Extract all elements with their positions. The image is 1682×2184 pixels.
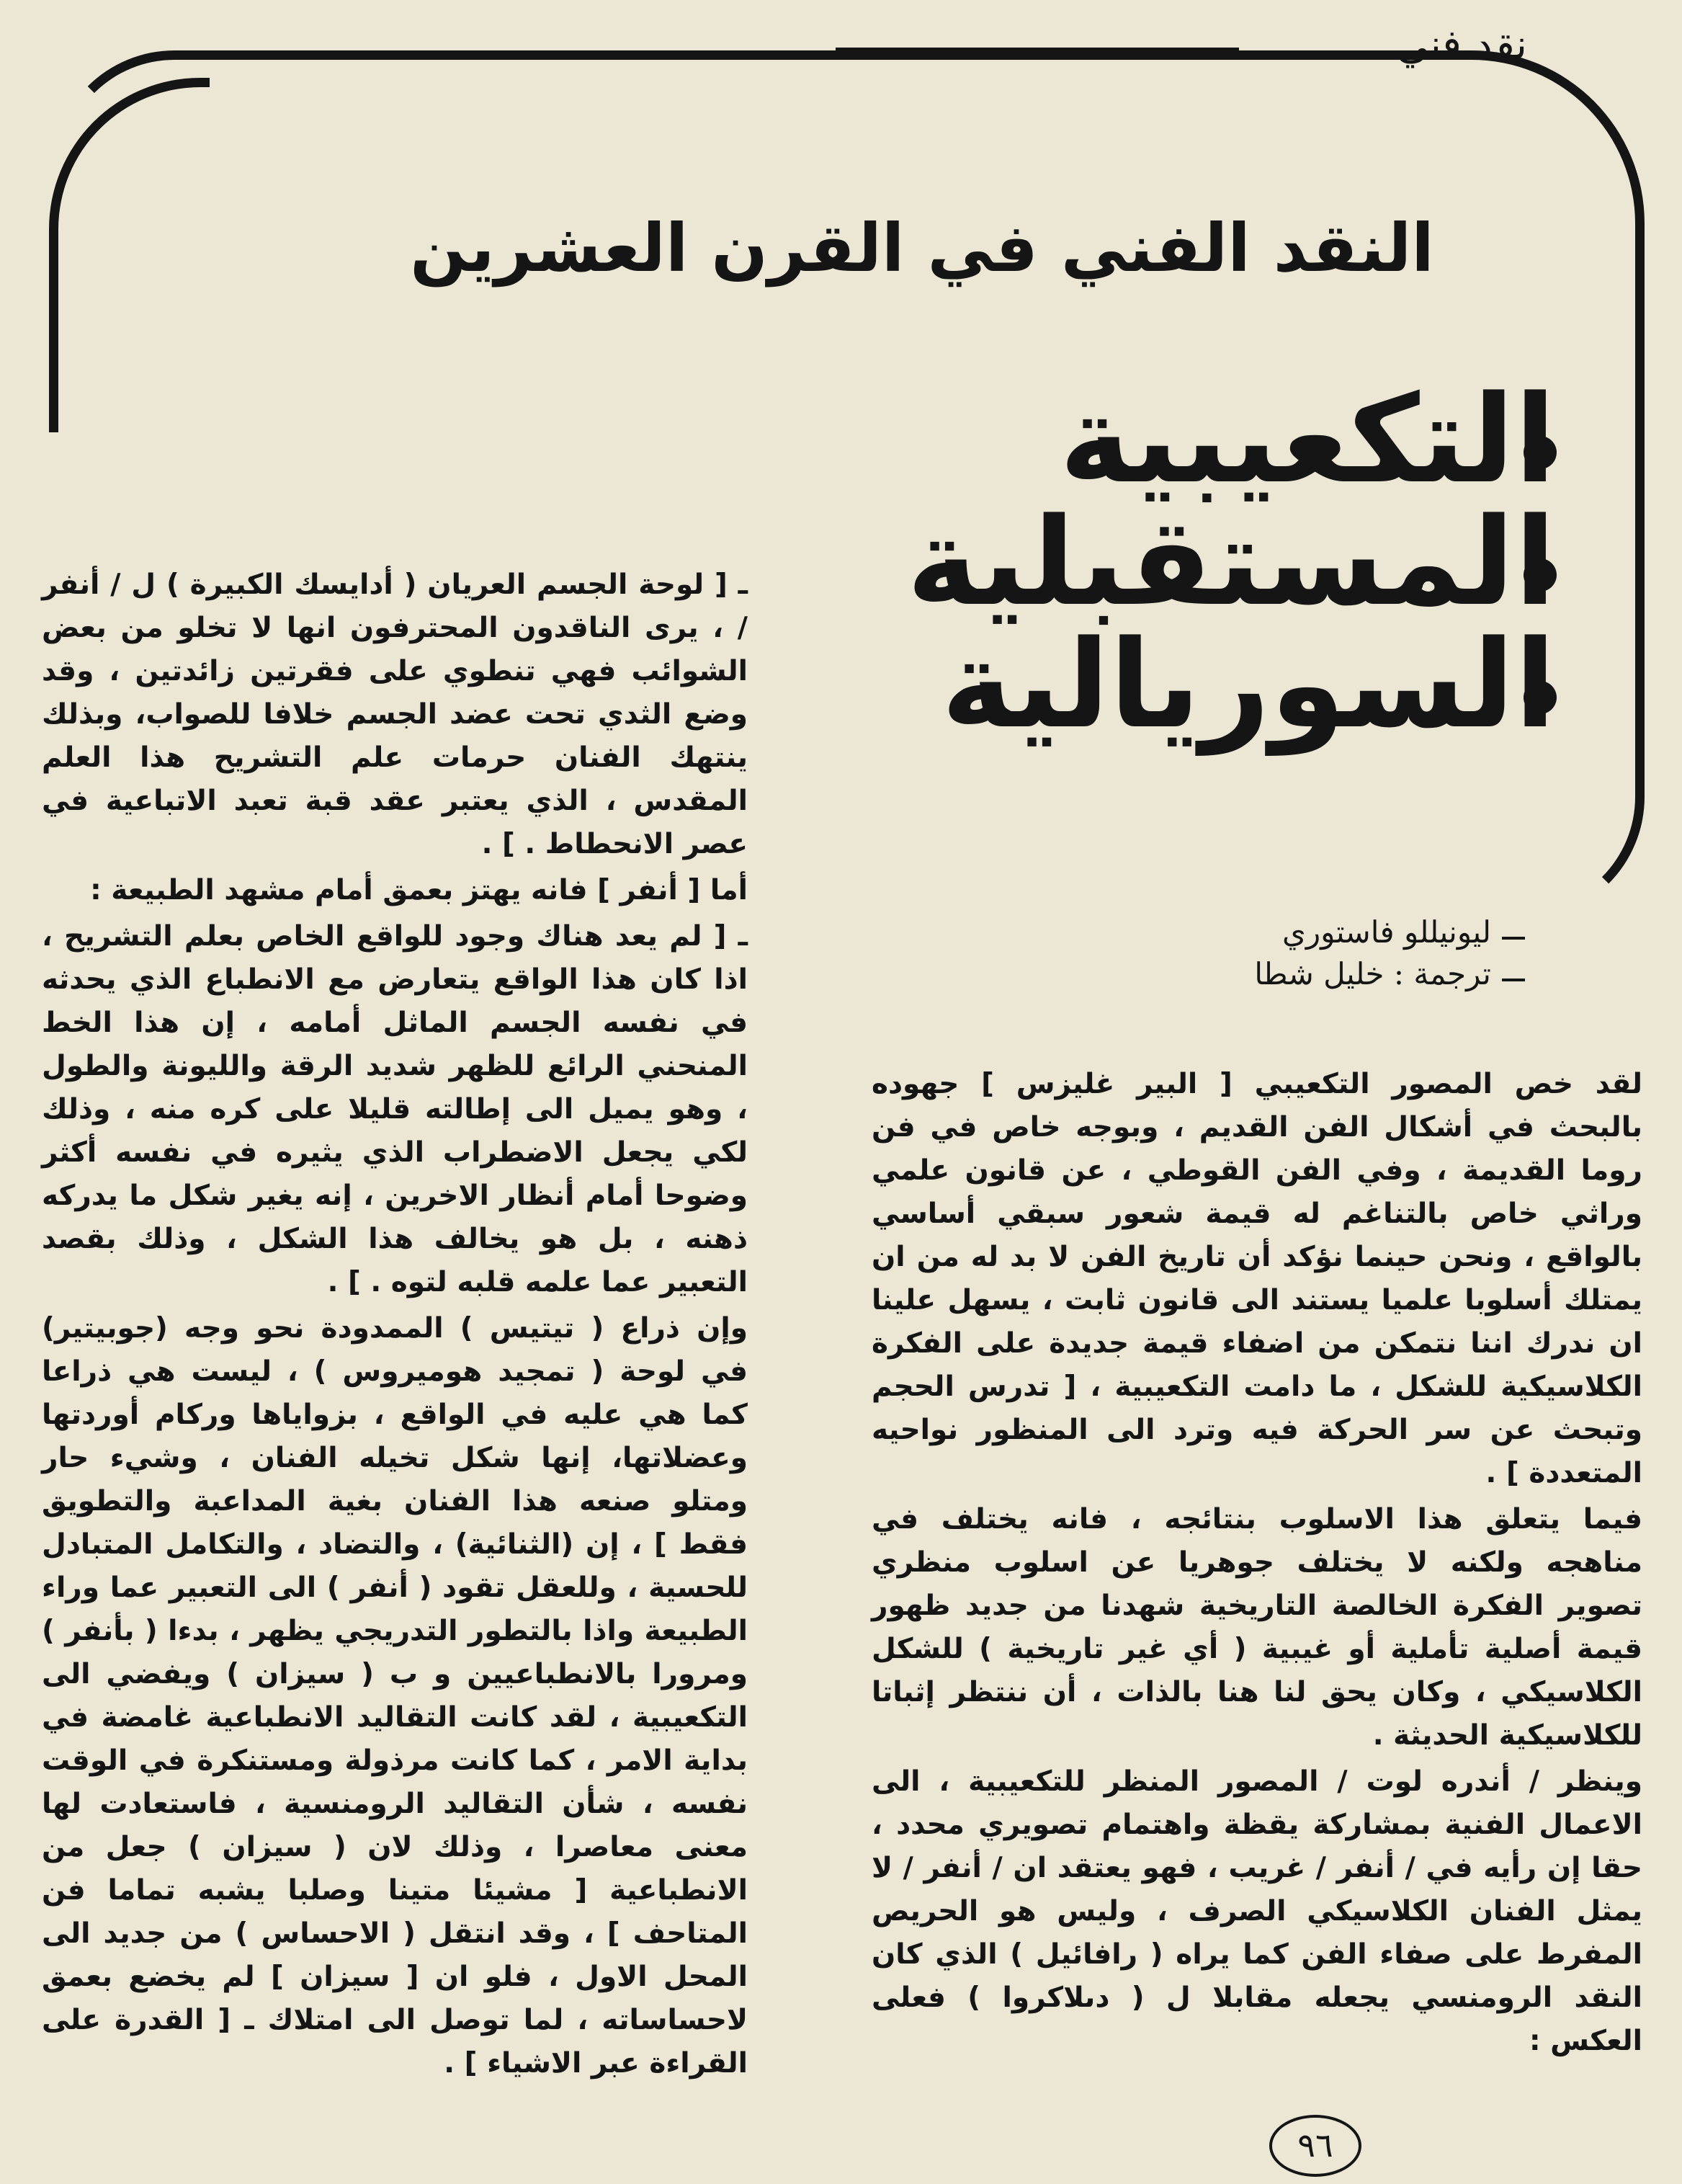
byline-dash [1502,979,1525,981]
left-paragraph: ـ [ لوحة الجسم العريان ( أدايسك الكبيرة ) ل / أنفر / ، يرى الناقدون المحترفون انها لا تخلو من بعض الشوائب فهي تنطوي على فقرتين زائدتين ، وقد وضع الثدي تحت عضد الجسم خلافا للصواب، وبذلك ينتهك الفنان حرمات علم التشريح هذا العلم المقدس ، الذي يعتبر عقد قبة تعبد الاتباعية في عصر الانحطاط . ] . [42,569,748,860]
topic-futurism: المستقبلية [906,491,1556,633]
author-name: ليونيللو فاستوري [1282,914,1491,950]
left-paragraph: أما [ أنفر ] فانه يهتز بعمق أمام مشهد الطبيعة : [90,874,748,906]
right-column [872,1063,1642,2066]
section-label: نقد فني [1396,22,1527,68]
main-title: النقد الفني في القرن العشرين [410,210,1434,287]
page-number: ٩٦ [1269,2115,1361,2177]
right-paragraph: وينظر / أندره لوت / المصور المنظر للتكعيبية ، الى الاعمال الفنية بمشاركة يقظة واهتمام تصويري محدد ، حقا إن رأيه في / أنفر / غريب ، فهو يعتقد ان / أنفر / لا يمثل الفنان الكلاسيكي الصرف ، وليس هو الحريص المفرط على صفاء الفن كما يراه ( رافائيل ) الذي كان النقد الرومنسي يجعله مقابلا ل ( دىلاكروا ) فعلى العكس : [872,1765,1642,2057]
byline-dash [1502,937,1525,940]
left-column [42,563,748,2088]
topic-surrealism: السوريالية [941,614,1556,755]
right-paragraph: لقد خص المصور التكعيبي [ البير غليزس ] جهوده بالبحث في أشكال الفن القديم ، وبوجه خاص في فن روما القديمة ، وفي الفن القوطي ، عن قانون علمي وراثي خاص بالتناغم له قيمة شعور سبقي أساسي بالواقع ، ونحن حينما نؤكد أن تاريخ الفن لا بد له من ان يمتلك أسلوبا علميا يستند الى قانون ثابت ، يسهل علينا ان ندرك اننا نتمكن من اضفاء قيمة جديدة على الفكرة الكلاسيكية للشكل ، ما دامت التكعيبية ، [ تدرس الحجم وتبحث عن سر الحركة فيه وترد الى المنظور نواحيه المتعددة ] . [872,1068,1642,1489]
left-paragraph: وإن ذراع ( تيتيس ) الممدودة نحو وجه (جوبيتير) في لوحة ( تمجيد هوميروس ) ، ليست هي ذراعا كما هي عليه في الواقع ، بزواياها وركام أوردتها وعضلاتها، إنها شكل تخيله الفنان ، وشيء حار ومتلو صنعه هذا الفنان بغية المداعبة والتطويق فقط ] ، إن (الثنائية) ، والتضاد ، والتكامل المتبادل للحسية ، وللعقل تقود ( أنفر ) الى التعبير عما وراء الطبيعة واذا بالتطور التدريجي يظهر ، بدءا ( بأنفر ) ومرورا بالانطباعيين و ب ( سيزان ) ويفضي الى التكعيبية ، لقد كانت التقاليد الانطباعية غامضة في بداية الامر ، كما كانت مرذولة ومستنكرة في الوقت نفسه ، شأن التقاليد الرومنسية ، فاستعادت لها معنى معاصرا ، وذلك لان ( سيزان ) جعل من الانطباعية [ مشيئا متينا وصلبا يشبه تماما فن المتاحف ] ، وقد انتقل ( الاحساس ) من جديد الى المحل الاول ، فلو ان [ سيزان ] لم يخضع بعمق لاحساساته ، لما توصل الى امتلاك ـ [ القدرة على القراءة عبر الاشياء ] . [42,1312,748,2080]
right-paragraph: فيما يتعلق هذا الاسلوب بنتائجه ، فانه يختلف في مناهجه ولكنه لا يختلف جوهريا عن اسلوب منظري تصوير الفكرة الخالصة التاريخية شهدنا من جديد ظهور قيمة أصلية تأملية أو غيبية ( أي غير تاريخية ) للشكل الكلاسيكي ، وكان يحق لنا هنا بالذات ، أن ننتظر إثباتا للكلاسيكية الحديثة . [872,1503,1642,1752]
topic-cubism: التكعيبية [1059,369,1556,510]
left-paragraph: ـ [ لم يعد هناك وجود للواقع الخاص بعلم التشريح ، اذا كان هذا الواقع يتعارض مع الانطباع الذي يحدثه في نفسه الجسم الماثل أمامه ، إن هذا الخط المنحني الرائع للظهر شديد الرقة والليونة والطول ، وهو يميل الى إطالته قليلا على كره منه ، وذلك لكي يجعل الاضطراب الذي يثيره في نفسه أكثر وضوحا أمام أنظار الاخرين ، إنه يغير شكل ما يدركه ذهنه ، بل هو يخالف هذا الشكل ، وذلك بقصد التعبير عما علمه قلبه لتوه . ] . [42,920,748,1298]
translator-name: ترجمة : خليل شطا [1254,956,1491,991]
